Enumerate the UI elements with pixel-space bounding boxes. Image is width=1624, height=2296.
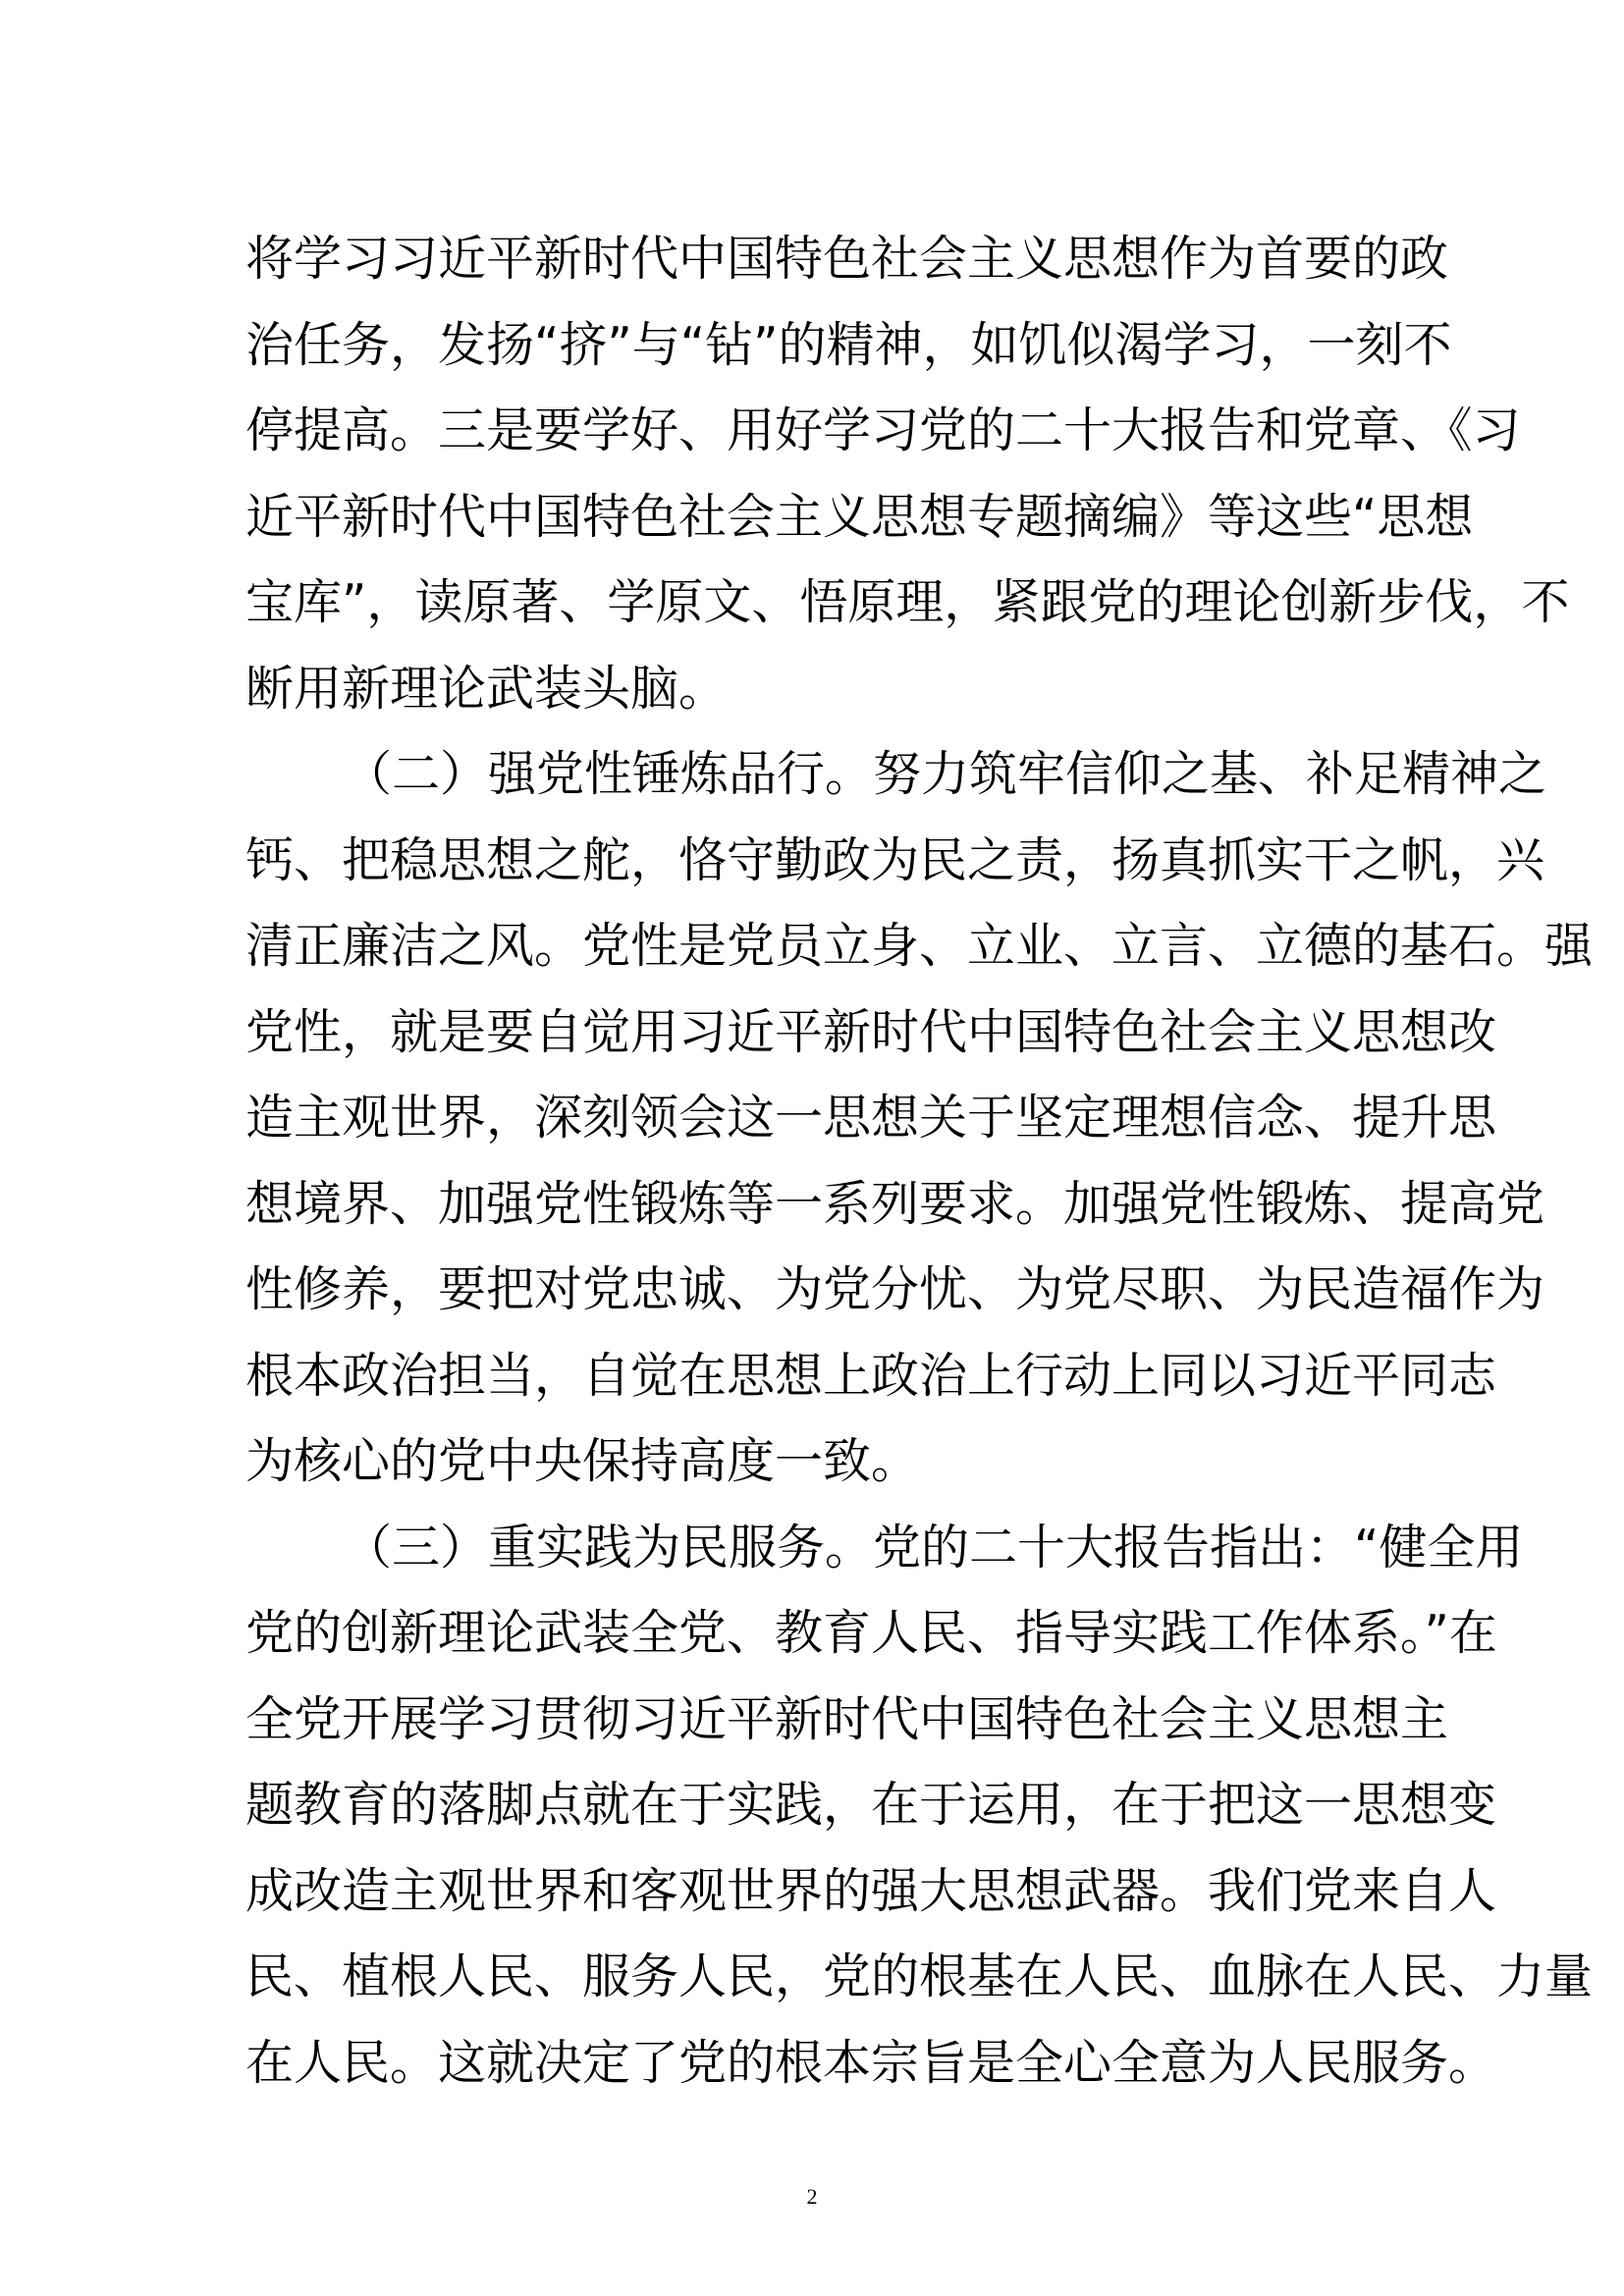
text-line: 将学习习近平新时代中国特色社会主义思想作为首要的政 [245,231,1449,287]
body-text [245,216,1594,2106]
text-line: 钙、把稳思想之舵，恪守勤政为民之责，扬真抓实干之帆，兴 [245,831,1545,888]
section-heading-line: （二）强党性锤炼品行。努力筑牢信仰之基、补足精神之 [344,746,1547,802]
text-line: 党性，就是要自觉用习近平新时代中国特色社会主义思想改 [245,1003,1497,1060]
text-line: 根本政治担当，自觉在思想上政治上行动上同以习近平同志 [245,1347,1497,1404]
text-line: 成改造主观世界和客观世界的强大思想武器。我们党来自人 [245,1862,1497,1919]
text-line: 民、植根人民、服务人民，党的根基在人民、血脉在人民、力量 [245,1949,1594,2004]
text-line: 造主观世界，深刻领会这一思想关于坚定理想信念、提升思 [245,1090,1497,1146]
text-line: 全党开展学习贯彻习近平新时代中国特色社会主义思想主 [245,1690,1449,1747]
text-line: 停提高。三是要学好、用好学习党的二十大报告和党章、《习 [245,402,1521,458]
text-line: 题教育的落脚点就在于实践，在于运用，在于把这一思想变 [245,1777,1497,1833]
text-line: 清正廉洁之风。党性是党员立身、立业、立言、立德的基石。强 [245,918,1594,974]
text-line: 断用新理论武装头脑。 [245,660,728,717]
text-line: 为核心的党中央保持高度一致。 [245,1433,920,1489]
text-line: 在人民。这就决定了党的根本宗旨是全心全意为人民服务。 [245,2034,1497,2091]
text-line: 党的创新理论武装全党、教育人民、指导实践工作体系。”在 [245,1605,1497,1661]
section-heading-line: （三）重实践为民服务。党的二十大报告指出：“健全用 [344,1519,1524,1575]
text-line: 近平新时代中国特色社会主义思想专题摘编》等这些“思想 [245,488,1474,545]
text-line: 治任务，发扬“挤”与“钻”的精神，如饥似渴学习，一刻不 [245,316,1452,373]
text-line: 宝库”，读原著、学原文、悟原理，紧跟党的理论创新步伐，不 [245,574,1570,630]
text-line: 性修养，要把对党忠诚、为党分忧、为党尽职、为民造福作为 [245,1261,1545,1317]
text-line: 想境界、加强党性锻炼等一系列要求。加强党性锻炼、提高党 [245,1175,1545,1232]
page-number: 2 [806,2184,818,2209]
